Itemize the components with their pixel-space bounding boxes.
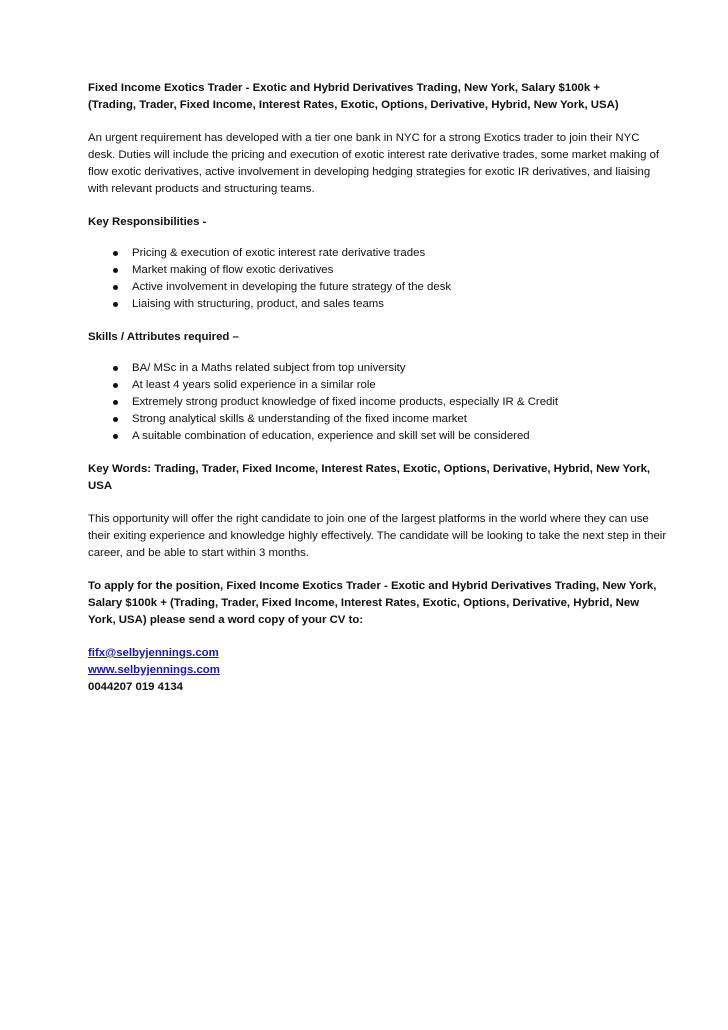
bullet-icon — [113, 302, 118, 307]
list-item: A suitable combination of education, experience and skill set will be considered — [88, 428, 668, 445]
website-link[interactable]: www.selbyjennings.com — [88, 664, 220, 676]
intro-paragraph: An urgent requirement has developed with a tier one bank in NYC for a strong Exotics trader to join their NYC desk. Duties will include the pricing and execution of exotic interest rate derivative trades, some market making of flow exotic derivatives, active involvement in developing hedging strategies for exotic IR derivatives, and liaising with relevant products and structuring teams. — [88, 132, 660, 195]
list-item: Active involvement in developing the future strategy of the desk — [88, 279, 668, 296]
bullet-icon — [113, 417, 118, 422]
responsibilities-heading: Key Responsibilities - — [88, 216, 207, 228]
job-title-line-2: (Trading, Trader, Fixed Income, Interest Rates, Exotic, Options, Derivative, Hybrid, New York, USA) — [88, 99, 619, 111]
email-link[interactable]: fifx@selbyjennings.com — [88, 647, 219, 659]
bullet-icon — [113, 268, 118, 273]
bullet-icon — [113, 400, 118, 405]
skills-list — [88, 360, 668, 445]
job-title — [88, 80, 668, 114]
list-item: BA/ MSc in a Maths related subject from top university — [88, 360, 668, 377]
bullet-icon — [113, 383, 118, 388]
opportunity-paragraph: This opportunity will offer the right candidate to join one of the largest platforms in the world where they can use their exiting experience and knowledge highly effectively. The candidate will be looking to take the next step in their career, and be able to start within 3 months. — [88, 513, 667, 559]
bullet-icon — [113, 285, 118, 290]
responsibilities-list — [88, 245, 668, 313]
list-item: Pricing & execution of exotic interest rate derivative trades — [88, 245, 668, 262]
job-title-line-1: Fixed Income Exotics Trader - Exotic and Hybrid Derivatives Trading, New York, Salary $100k + — [88, 82, 601, 94]
bullet-icon — [113, 434, 118, 439]
list-item: Market making of flow exotic derivatives — [88, 262, 668, 279]
list-item: At least 4 years solid experience in a similar role — [88, 377, 668, 394]
list-item: Strong analytical skills & understanding of the fixed income market — [88, 411, 668, 428]
bullet-icon — [113, 366, 118, 371]
apply-paragraph: To apply for the position, Fixed Income Exotics Trader - Exotic and Hybrid Derivatives Trading, New York, Salary $100k + (Trading, Trader, Fixed Income, Interest Rates, Exotic, Options, Derivative, Hybrid, New York, USA) please send a word copy of your CV to: — [88, 580, 657, 626]
skills-heading: Skills / Attributes required – — [88, 331, 239, 343]
phone-number: 0044207 019 4134 — [88, 681, 184, 693]
list-item: Liaising with structuring, product, and sales teams — [88, 296, 668, 313]
contact-block — [88, 645, 668, 696]
list-item: Extremely strong product knowledge of fixed income products, especially IR & Credit — [88, 394, 668, 411]
document-page — [88, 80, 668, 696]
bullet-icon — [113, 251, 118, 256]
keywords-paragraph: Key Words: Trading, Trader, Fixed Income, Interest Rates, Exotic, Options, Derivative, Hybrid, New York, USA — [88, 463, 651, 492]
